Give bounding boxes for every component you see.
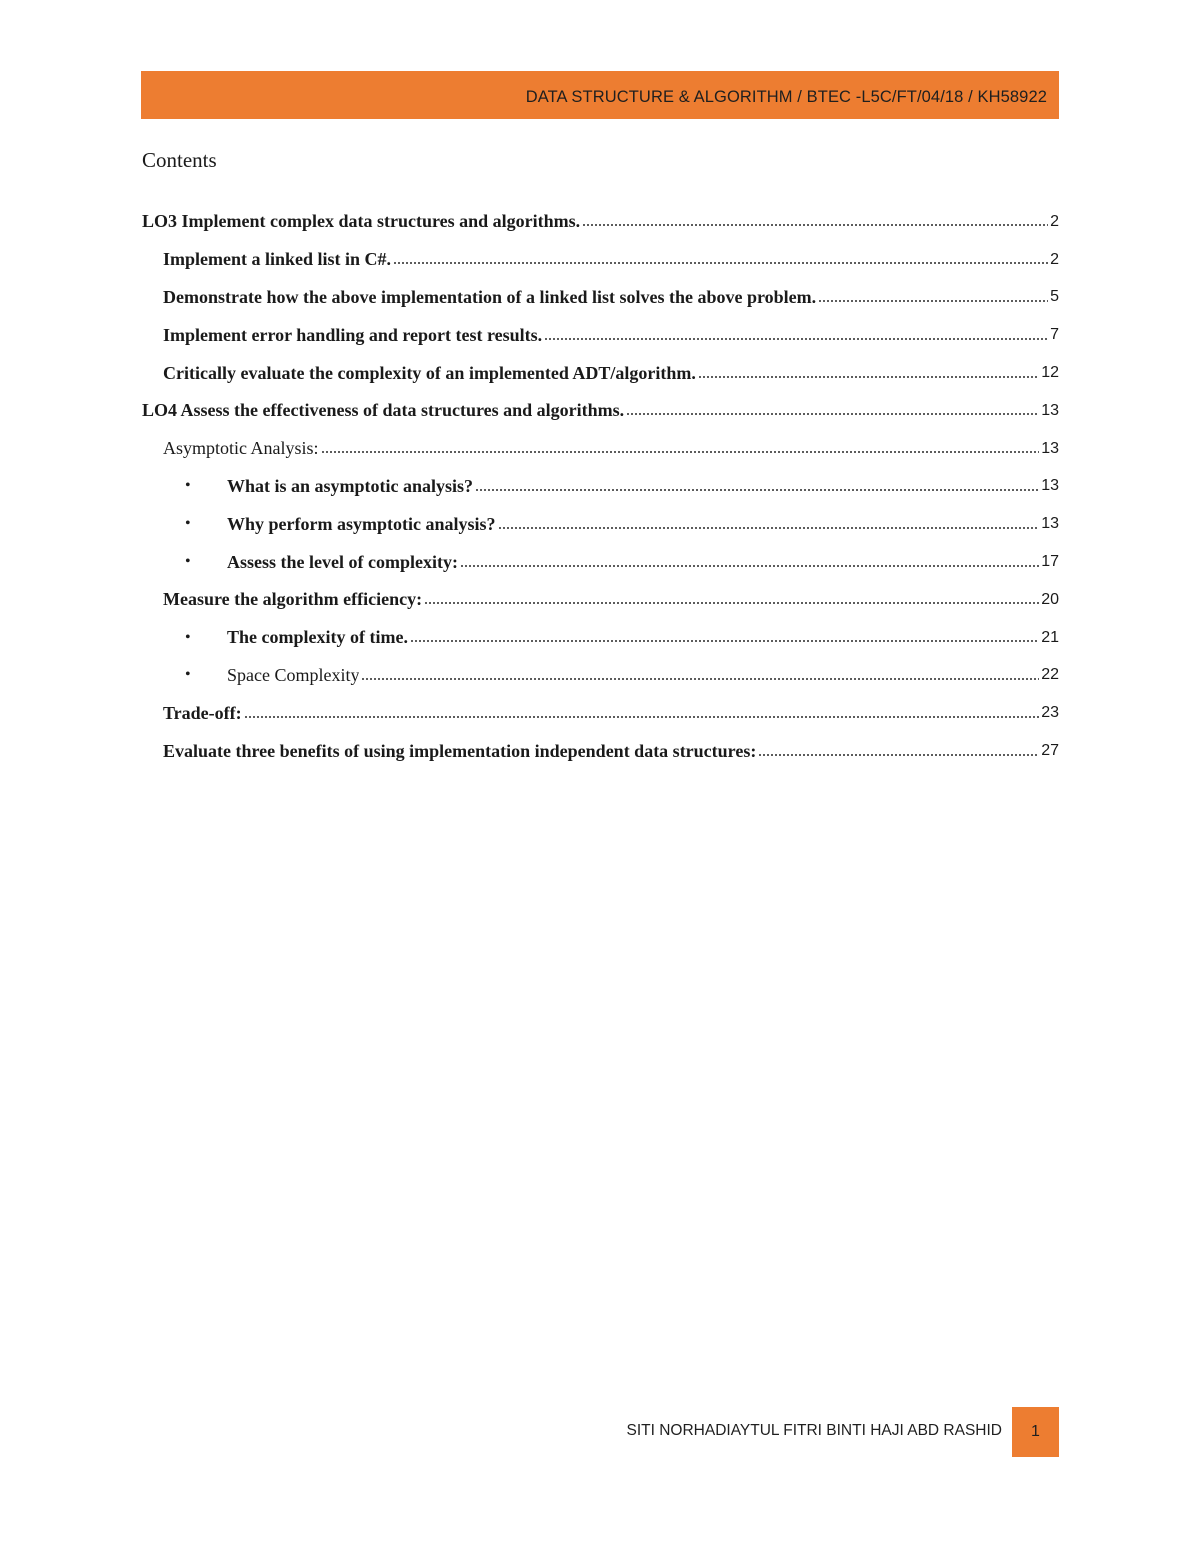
dot-leader bbox=[410, 629, 1039, 647]
dot-leader bbox=[321, 440, 1040, 458]
toc-entry-page: 21 bbox=[1041, 628, 1059, 646]
toc-entry-text: Implement a linked list in C#. bbox=[163, 249, 392, 270]
dot-leader bbox=[460, 553, 1039, 571]
toc-entry-page: 23 bbox=[1041, 704, 1059, 722]
bullet-icon: • bbox=[185, 553, 191, 571]
table-of-contents bbox=[141, 203, 1059, 770]
toc-entry-page: 2 bbox=[1050, 212, 1059, 230]
dot-leader bbox=[544, 326, 1048, 344]
toc-entry-text: Evaluate three benefits of using implementation independent data structures: bbox=[163, 740, 757, 761]
toc-heading: Contents bbox=[142, 148, 217, 172]
dot-leader bbox=[424, 591, 1039, 609]
dot-leader bbox=[244, 704, 1040, 722]
toc-entry-text: The complexity of time. bbox=[227, 627, 408, 648]
header-title: DATA STRUCTURE & ALGORITHM / BTEC -L5C/FT/04/18 / KH58922 bbox=[525, 87, 1047, 106]
toc-entry-text: Why perform asymptotic analysis? bbox=[227, 513, 496, 534]
toc-entry-page: 13 bbox=[1041, 401, 1059, 419]
dot-leader bbox=[698, 364, 1039, 382]
dot-leader bbox=[626, 402, 1039, 420]
bullet-icon: • bbox=[185, 515, 191, 533]
toc-entry-text: Measure the algorithm efficiency: bbox=[163, 589, 423, 610]
dot-leader bbox=[758, 742, 1039, 760]
dot-leader bbox=[475, 477, 1039, 495]
toc-entry-page: 12 bbox=[1041, 364, 1059, 382]
toc-entry[interactable] bbox=[141, 430, 1059, 468]
toc-entry[interactable] bbox=[141, 505, 1059, 543]
toc-entry-page: 20 bbox=[1041, 590, 1059, 608]
toc-entry[interactable] bbox=[141, 203, 1059, 241]
toc-entry-page: 13 bbox=[1041, 515, 1059, 533]
toc-entry-page: 2 bbox=[1050, 250, 1059, 268]
toc-entry-page: 27 bbox=[1041, 742, 1059, 760]
header-bar bbox=[141, 71, 1059, 119]
footer-author: SITI NORHADIAYTUL FITRI BINTI HAJI ABD RASHID bbox=[626, 1422, 1002, 1439]
dot-leader bbox=[498, 515, 1040, 533]
dot-leader bbox=[393, 251, 1048, 269]
toc-entry-text: What is an asymptotic analysis? bbox=[227, 475, 474, 496]
toc-entry-text: Assess the level of complexity: bbox=[227, 551, 458, 572]
bullet-icon: • bbox=[185, 628, 191, 646]
toc-entry[interactable] bbox=[141, 392, 1059, 430]
dot-leader bbox=[361, 666, 1039, 684]
toc-entry-text: Implement error handling and report test results. bbox=[163, 324, 543, 345]
toc-entry-page: 22 bbox=[1041, 666, 1059, 684]
toc-entry-page: 17 bbox=[1041, 553, 1059, 571]
toc-entry[interactable] bbox=[141, 354, 1059, 392]
toc-entry-text: Critically evaluate the complexity of an implemented ADT/algorithm. bbox=[163, 362, 696, 383]
toc-entry[interactable] bbox=[141, 316, 1059, 354]
toc-entry-text: Trade-off: bbox=[163, 702, 242, 723]
bullet-icon: • bbox=[185, 477, 191, 495]
toc-entry[interactable] bbox=[141, 732, 1059, 770]
dot-leader bbox=[818, 288, 1048, 306]
toc-entry-text: Space Complexity bbox=[227, 664, 360, 685]
toc-entry[interactable] bbox=[141, 619, 1059, 657]
page-number-label: 1 bbox=[1031, 1423, 1040, 1440]
toc-entry-page: 5 bbox=[1050, 288, 1059, 306]
toc-entry[interactable] bbox=[141, 468, 1059, 506]
toc-entry-page: 13 bbox=[1041, 477, 1059, 495]
bullet-icon: • bbox=[185, 666, 191, 684]
page-number bbox=[1012, 1407, 1059, 1457]
toc-entry-page: 13 bbox=[1041, 439, 1059, 457]
toc-entry-text: Demonstrate how the above implementation of a linked list solves the above problem. bbox=[163, 286, 817, 307]
toc-entry-page: 7 bbox=[1050, 326, 1059, 344]
toc-entry[interactable] bbox=[141, 241, 1059, 279]
toc-entry[interactable] bbox=[141, 581, 1059, 619]
toc-entry[interactable] bbox=[141, 543, 1059, 581]
toc-entry-text: LO3 Implement complex data structures and algorithms. bbox=[142, 211, 581, 232]
dot-leader bbox=[582, 213, 1048, 231]
toc-entry-text: Asymptotic Analysis: bbox=[163, 438, 319, 459]
toc-entry[interactable] bbox=[141, 657, 1059, 695]
toc-entry[interactable] bbox=[141, 279, 1059, 317]
toc-entry-text: LO4 Assess the effectiveness of data structures and algorithms. bbox=[142, 400, 625, 421]
toc-entry[interactable] bbox=[141, 694, 1059, 732]
